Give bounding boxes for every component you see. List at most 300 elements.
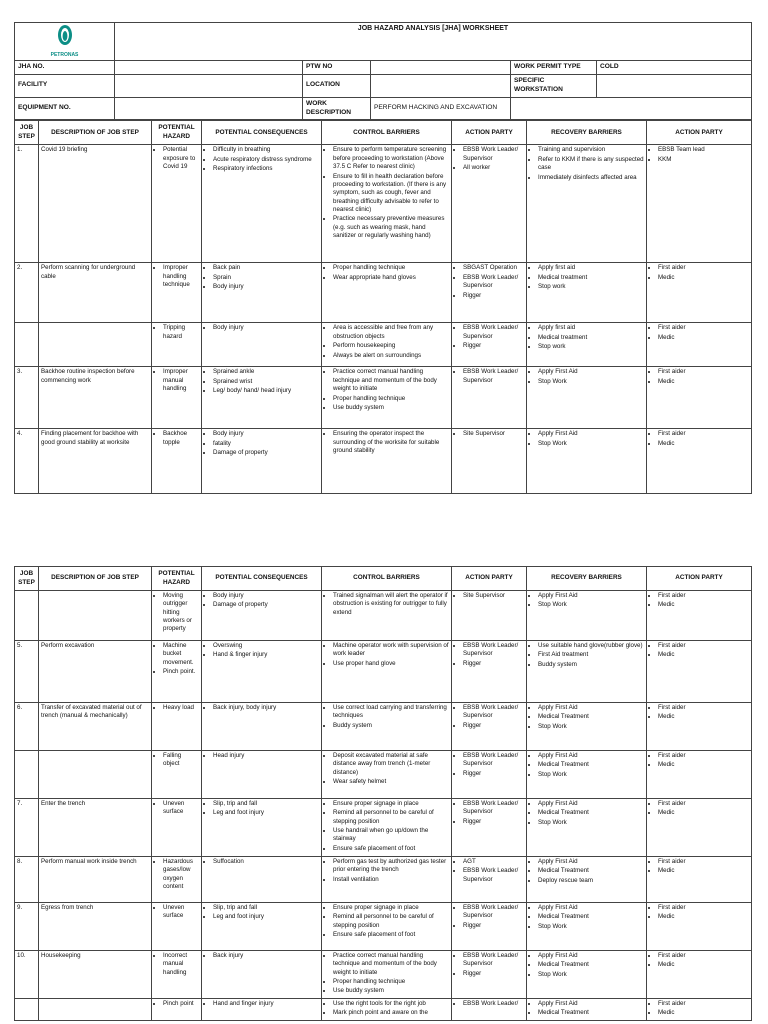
job-step-number [15,323,39,367]
potential-hazard [152,799,202,857]
potential-consequences-item: • Back pain [213,264,319,272]
control-barriers-item: • Ensure to perform temperature screening before proceeding to workstation (Above 37.5 C Refer to nearest clinic) [333,146,449,171]
potential-hazard-item: • Moving outrigger hitting workers or property [163,592,199,634]
table-row [15,641,752,703]
control-barriers-item: • Ensure safe placement of foot [333,931,449,939]
table-row [15,145,752,263]
control-barriers-item: • Proper handling technique [333,978,449,986]
potential-consequences [202,903,322,951]
recovery-action-party-item: • Medic [658,867,749,875]
recovery-barriers [527,751,647,799]
recovery-barriers-item: • Apply First Aid [538,858,644,866]
recovery-barriers-item: • Apply First Aid [538,368,644,376]
potential-consequences-item: • Sprain [213,274,319,282]
control-barriers-item: • Use buddy system [333,404,449,412]
potential-consequences [202,799,322,857]
jha-no-label: JHA NO. [15,61,115,75]
control-barriers-item: • Remind all personnel to be careful of stepping position [333,913,449,930]
column-header: CONTROL BARRIERS [322,121,452,145]
recovery-barriers-item: • Deploy rescue team [538,877,644,885]
potential-consequences-item: • Damage of property [213,449,319,457]
facility-value[interactable] [115,74,303,97]
column-header: POTENTIAL CONSEQUENCES [202,121,322,145]
recovery-barriers [527,367,647,429]
potential-consequences [202,998,322,1020]
job-step-description [39,323,152,367]
control-barriers-item: • Always be alert on surroundings [333,352,449,360]
job-step-number: 6. [15,703,39,751]
control-barriers-item: • Buddy system [333,722,449,730]
potential-consequences-item: • Hand & finger injury [213,651,319,659]
recovery-action-party [647,323,752,367]
potential-consequences [202,591,322,641]
action-party [452,951,527,999]
action-party [452,367,527,429]
location-label: LOCATION [303,74,371,97]
potential-hazard [152,429,202,494]
control-barriers-item: • Use correct load carrying and transferring techniques [333,704,449,721]
equipment-no-value[interactable] [115,97,303,120]
potential-consequences-item: • Acute respiratory distress syndrome [213,156,319,164]
job-step-description: Perform manual work inside trench [39,857,152,903]
potential-hazard [152,641,202,703]
recovery-barriers [527,641,647,703]
recovery-action-party-item: • First aider [658,264,749,272]
control-barriers-item: • Ensuring the operator inspect the surrounding of the worksite for suitable ground stability [333,430,449,455]
potential-hazard-item: • Improper handling technique [163,264,199,289]
recovery-barriers-item: • Apply First Aid [538,592,644,600]
table-body-1 [15,145,752,494]
recovery-barriers-item: • Use suitable hand glove(rubber glove) [538,642,644,650]
action-party-item: • Site Supervisor [463,430,524,438]
potential-consequences [202,263,322,323]
specific-workstation-label: SPECIFIC WORKSTATION [511,74,597,97]
control-barriers-item: • Use the right tools for the right job [333,1000,449,1008]
recovery-action-party [647,591,752,641]
potential-hazard [152,367,202,429]
potential-consequences-item: • Leg and foot injury [213,809,319,817]
recovery-barriers-item: • Medical Treatment [538,867,644,875]
column-header: ACTION PARTY [647,567,752,591]
control-barriers-item: • Machine operator work with supervision of work leader [333,642,449,659]
control-barriers [322,751,452,799]
action-party [452,323,527,367]
potential-consequences-item: • Hand and finger injury [213,1000,319,1008]
table-row [15,857,752,903]
recovery-barriers-item: • Stop Work [538,601,644,609]
control-barriers-item: • Ensure proper signage in place [333,904,449,912]
action-party-item: • Rigger [463,970,524,978]
potential-consequences-item: • Overswing [213,642,319,650]
table-row [15,903,752,951]
potential-hazard [152,591,202,641]
control-barriers-item: • Use buddy system [333,987,449,995]
recovery-action-party [647,429,752,494]
recovery-barriers [527,998,647,1020]
recovery-action-party [647,751,752,799]
potential-consequences-item: • Difficulty in breathing [213,146,319,154]
column-header: JOB STEP [15,121,39,145]
action-party-item: • Rigger [463,770,524,778]
table-row [15,703,752,751]
recovery-barriers-item: • Apply first aid [538,264,644,272]
table-row [15,367,752,429]
recovery-barriers [527,145,647,263]
work-description-value: PERFORM HACKING AND EXCAVATION [371,97,511,120]
potential-hazard-item: • Pinch point [163,1000,199,1008]
control-barriers [322,799,452,857]
recovery-action-party [647,857,752,903]
job-step-description: Housekeeping [39,951,152,999]
action-party [452,799,527,857]
control-barriers-item: • Ensure proper signage in place [333,800,449,808]
location-value[interactable] [371,74,511,97]
potential-consequences-item: • Back injury [213,952,319,960]
potential-consequences-item: • Body injury [213,283,319,291]
recovery-barriers-item: • Apply first aid [538,324,644,332]
recovery-barriers-item: • Apply First Aid [538,952,644,960]
column-header: POTENTIAL HAZARD [152,121,202,145]
recovery-barriers-item: • Refer to KKM if there is any suspected case [538,156,644,173]
recovery-action-party-item: • Medic [658,761,749,769]
petronas-logo-icon [51,24,79,48]
potential-hazard [152,751,202,799]
recovery-barriers [527,323,647,367]
action-party-item: • Rigger [463,342,524,350]
potential-hazard [152,145,202,263]
control-barriers-item: • Wear safety helmet [333,778,449,786]
recovery-barriers-item: • Stop work [538,283,644,291]
potential-consequences [202,703,322,751]
recovery-action-party [647,703,752,751]
potential-consequences [202,429,322,494]
control-barriers [322,367,452,429]
recovery-action-party-item: • EBSB Team lead [658,146,749,154]
recovery-barriers [527,429,647,494]
job-step-number [15,591,39,641]
control-barriers-item: • Use handrail when go up/down the stairway [333,827,449,844]
control-barriers-item: • Area is accessible and free from any obstruction objects [333,324,449,341]
control-barriers-item: • Ensure to fill in health declaration before proceeding to workstation. (If there is any symptom, such as cough, fever and breathing difficulty advisable to refer to nearest clinic) [333,173,449,215]
recovery-barriers [527,263,647,323]
recovery-barriers-item: • Stop Work [538,771,644,779]
potential-hazard-item: • Backhoe topple [163,430,199,447]
column-header: POTENTIAL CONSEQUENCES [202,567,322,591]
job-step-number [15,998,39,1020]
recovery-action-party-item: • Medic [658,809,749,817]
control-barriers [322,263,452,323]
recovery-barriers [527,591,647,641]
recovery-barriers-item: • Apply First Aid [538,1000,644,1008]
action-party-item: • EBSB Work Leader/ Supervisor [463,952,524,969]
action-party [452,641,527,703]
recovery-barriers-item: • Buddy system [538,661,644,669]
recovery-action-party-item: • First aider [658,858,749,866]
potential-consequences-item: • Sprained ankle [213,368,319,376]
recovery-barriers [527,857,647,903]
recovery-barriers [527,799,647,857]
potential-consequences-item: • Back injury, body injury [213,704,319,712]
recovery-action-party-item: • First aider [658,752,749,760]
recovery-action-party-item: • Medic [658,651,749,659]
job-step-description [39,591,152,641]
potential-consequences-item: • Body injury [213,324,319,332]
action-party-item: • EBSB Work Leader/ Supervisor [463,368,524,385]
recovery-action-party-item: • First aider [658,904,749,912]
recovery-action-party-item: • First aider [658,1000,749,1008]
recovery-barriers-item: • Medical Treatment [538,961,644,969]
control-barriers-item: • Trained signalman will alert the operator if obstruction is existing for outrigger to fully extend [333,592,449,617]
control-barriers-item: • Deposit excavated material at safe distance away from trench (1-meter distance) [333,752,449,777]
action-party-item: • Rigger [463,818,524,826]
recovery-action-party-item: • Medic [658,334,749,342]
recovery-barriers-item: • Medical Treatment [538,1009,644,1017]
job-step-number: 8. [15,857,39,903]
table-header-row [15,121,752,145]
table-row [15,799,752,857]
potential-hazard [152,263,202,323]
recovery-barriers-item: • Training and supervision [538,146,644,154]
potential-consequences-item: • Sprained wrist [213,378,319,386]
job-step-number: 1. [15,145,39,263]
action-party [452,145,527,263]
job-step-description [39,751,152,799]
recovery-action-party-item: • Medic [658,274,749,282]
specific-workstation-value[interactable] [597,74,752,97]
job-step-description: Enter the trench [39,799,152,857]
potential-consequences-item: • Respiratory infections [213,165,319,173]
recovery-barriers-item: • Stop Work [538,440,644,448]
control-barriers-item: • Use proper hand glove [333,660,449,668]
potential-hazard [152,323,202,367]
recovery-barriers-item: • First Aid treatment [538,651,644,659]
ptw-no-value[interactable] [371,61,511,75]
recovery-barriers-item: • Medical treatment [538,274,644,282]
potential-consequences-item: • Head injury [213,752,319,760]
job-step-number: 5. [15,641,39,703]
potential-consequences-item: • Damage of property [213,601,319,609]
recovery-barriers-item: • Medical Treatment [538,713,644,721]
recovery-barriers-item: • Stop Work [538,819,644,827]
potential-hazard-item: • Incorrect manual handling [163,952,199,977]
table-row [15,951,752,999]
potential-consequences [202,751,322,799]
action-party-item: • All worker [463,164,524,172]
recovery-action-party [647,903,752,951]
action-party-item: • Rigger [463,922,524,930]
action-party-item: • Site Supervisor [463,592,524,600]
potential-hazard-item: • Pinch point. [163,668,199,676]
ptw-no-label: PTW NO [303,61,371,75]
recovery-action-party-item: • KKM [658,156,749,164]
potential-hazard-item: • Falling object [163,752,199,769]
recovery-barriers-item: • Medical Treatment [538,809,644,817]
page-title: JOB HAZARD ANALYSIS [JHA] WORKSHEET [115,23,752,61]
column-header: ACTION PARTY [452,567,527,591]
job-step-description: Egress from trench [39,903,152,951]
potential-hazard [152,857,202,903]
recovery-action-party-item: • Medic [658,378,749,386]
action-party-item: • EBSB Work Leader/ Supervisor [463,867,524,884]
control-barriers-item: • Practice correct manual handling technique and momentum of the body weight to initiate [333,952,449,977]
recovery-barriers-item: • Apply First Aid [538,752,644,760]
job-step-description: Covid 19 briefing [39,145,152,263]
recovery-action-party-item: • First aider [658,800,749,808]
control-barriers-item: • Practice necessary preventive measures (e.g. such as wearing mask, hand sanitizer or regularly washing hand) [333,215,449,240]
recovery-action-party-item: • Medic [658,713,749,721]
jha-no-value[interactable] [115,61,303,75]
action-party-item: • AGT [463,858,524,866]
potential-consequences-item: • Slip, trip and fall [213,800,319,808]
potential-consequences-item: • Leg/ body/ hand/ head injury [213,387,319,395]
control-barriers [322,323,452,367]
potential-consequences-item: • Leg and foot injury [213,913,319,921]
action-party-item: • EBSB Work Leader/ Supervisor [463,752,524,769]
column-header: ACTION PARTY [452,121,527,145]
jha-page-2 [14,566,751,1021]
potential-consequences [202,641,322,703]
potential-consequences-item: • Body injury [213,592,319,600]
action-party-item: • EBSB Work Leader/ Supervisor [463,146,524,163]
recovery-action-party-item: • First aider [658,952,749,960]
potential-hazard-item: • Tripping hazard [163,324,199,341]
header-blank [511,97,752,120]
potential-consequences [202,145,322,263]
control-barriers-item: • Perform housekeeping [333,342,449,350]
potential-hazard-item: • Hazardous gases/low oxygen content [163,858,199,891]
potential-consequences-item: • Suffocation [213,858,319,866]
control-barriers [322,429,452,494]
potential-consequences-item: • Body injury [213,430,319,438]
job-step-number [15,751,39,799]
recovery-action-party-item: • Medic [658,1009,749,1017]
action-party-item: • Rigger [463,292,524,300]
recovery-barriers-item: • Stop Work [538,723,644,731]
control-barriers-item: • Install ventilation [333,876,449,884]
action-party-item: • EBSB Work Leader/ Supervisor [463,274,524,291]
table-header-row [15,567,752,591]
recovery-action-party-item: • Medic [658,913,749,921]
recovery-barriers-item: • Apply First Aid [538,704,644,712]
potential-consequences-item: • Slip, trip and fall [213,904,319,912]
column-header: DESCRIPTION OF JOB STEP [39,121,152,145]
table-row [15,751,752,799]
control-barriers [322,998,452,1020]
potential-consequences [202,367,322,429]
job-step-number: 3. [15,367,39,429]
action-party-item: • Rigger [463,722,524,730]
recovery-action-party-item: • First aider [658,324,749,332]
action-party-item: • EBSB Work Leader/ Supervisor [463,642,524,659]
column-header: RECOVERY BARRIERS [527,121,647,145]
column-header: ACTION PARTY [647,121,752,145]
jha-table-2 [14,566,752,1021]
control-barriers [322,145,452,263]
recovery-action-party [647,263,752,323]
recovery-action-party [647,951,752,999]
job-step-description: Transfer of excavated material out of trench (manual & mechanically) [39,703,152,751]
recovery-action-party [647,641,752,703]
table-body-2 [15,591,752,1021]
work-description-label: WORK DESCRIPTION [303,97,371,120]
action-party [452,263,527,323]
action-party [452,703,527,751]
job-step-number: 2. [15,263,39,323]
action-party [452,998,527,1020]
recovery-action-party-item: • Medic [658,961,749,969]
job-step-number: 7. [15,799,39,857]
recovery-action-party-item: • First aider [658,642,749,650]
recovery-action-party-item: • First aider [658,368,749,376]
potential-hazard-item: • Uneven surface [163,800,199,817]
potential-consequences [202,857,322,903]
control-barriers [322,591,452,641]
column-header: JOB STEP [15,567,39,591]
recovery-barriers-item: • Apply First Aid [538,800,644,808]
jha-header-table [14,22,752,120]
logo-text: PETRONAS [50,51,79,58]
control-barriers-item: • Remind all personnel to be careful of stepping position [333,809,449,826]
recovery-barriers [527,903,647,951]
column-header: POTENTIAL HAZARD [152,567,202,591]
recovery-action-party [647,367,752,429]
recovery-action-party-item: • Medic [658,601,749,609]
equipment-no-label: EQUIPMENT NO. [15,97,115,120]
control-barriers [322,951,452,999]
job-step-description: Perform scanning for underground cable [39,263,152,323]
recovery-barriers-item: • Stop Work [538,971,644,979]
action-party-item: • EBSB Work Leader/ Supervisor [463,324,524,341]
potential-hazard-item: • Machine bucket movement. [163,642,199,667]
potential-hazard [152,903,202,951]
logo [15,23,115,61]
potential-hazard-item: • Potential exposure to Covid 19 [163,146,199,171]
potential-hazard [152,951,202,999]
action-party-item: • EBSB Work Leader/ Supervisor [463,800,524,817]
recovery-action-party [647,145,752,263]
job-step-description: Finding placement for backhoe with good ground stability at worksite [39,429,152,494]
action-party [452,591,527,641]
jha-table-1 [14,120,752,494]
jha-page-1 [14,22,751,494]
potential-consequences [202,323,322,367]
recovery-barriers-item: • Medical Treatment [538,761,644,769]
work-permit-type-label: WORK PERMIT TYPE [511,61,597,75]
control-barriers-item: • Practice correct manual handling technique and momentum of the body weight to initiate [333,368,449,393]
recovery-barriers-item: • Stop Work [538,378,644,386]
recovery-barriers-item: • Medical treatment [538,334,644,342]
control-barriers [322,903,452,951]
potential-hazard-item: • Improper manual handling [163,368,199,393]
job-step-number: 9. [15,903,39,951]
potential-hazard-item: • Uneven surface [163,904,199,921]
control-barriers-item: • Proper handling technique [333,395,449,403]
table-row [15,263,752,323]
action-party [452,903,527,951]
action-party-item: • EBSB Work Leader/ [463,1000,524,1008]
work-permit-type-value: COLD [597,61,752,75]
recovery-barriers-item: • Stop work [538,343,644,351]
action-party-item: • EBSB Work Leader/ Supervisor [463,904,524,921]
recovery-barriers [527,703,647,751]
action-party [452,751,527,799]
action-party [452,429,527,494]
table-row [15,591,752,641]
recovery-action-party-item: • Medic [658,440,749,448]
column-header: DESCRIPTION OF JOB STEP [39,567,152,591]
recovery-barriers-item: • Immediately disinfects affected area [538,174,644,182]
control-barriers [322,703,452,751]
